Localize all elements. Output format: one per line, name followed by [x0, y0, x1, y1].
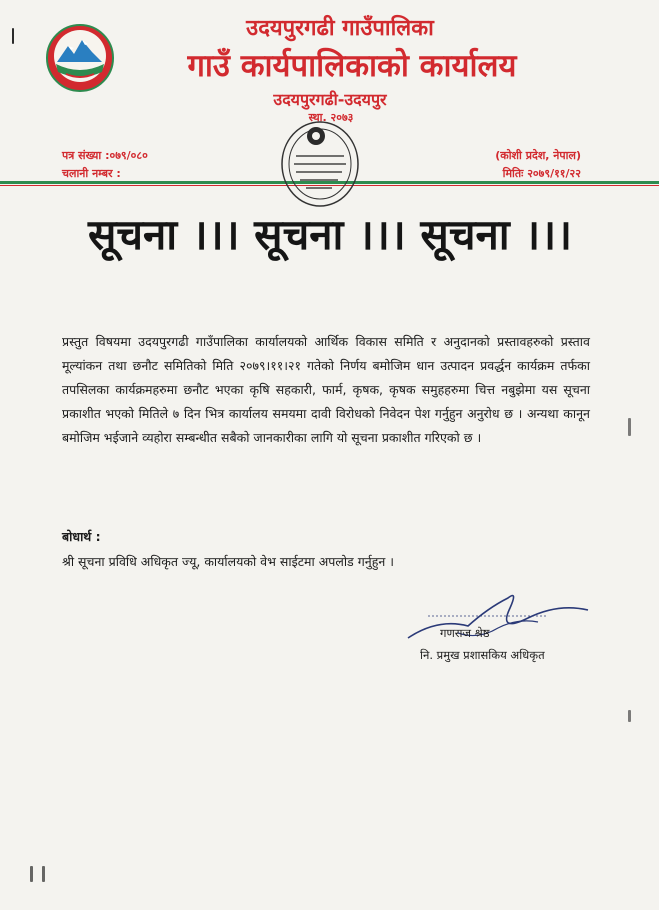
- signature: [398, 578, 598, 653]
- notice-body: प्रस्तुत विषयमा उदयपुरगढी गाउँपालिका कार्यालयको आर्थिक विकास समिति र अनुदानको प्रस्तावहरुको प्रस्ताव मूल्यांकन तथा छनौट समितिको मिति २०७९।११।२१ गतेको निर्णय बमोजिम धान उत्पादन प्रवर्द्धन कार्यक्रम तर्फका तपसिलका कार्यक्रमहरुमा छनौट भएका कृषि सहकारी, फार्म, कृषक, कृषक समुहहरुमा चित्त नबुझेमा यस सूचना प्रकाशीत भएको मितिले ७ दिन भित्र कार्यालय समयमा दावी विरोधको निवेदन पेश गर्नुहुन अनुरोध छ । अन्यथा कानून बमोजिम भईजाने व्यहोरा सम्बन्धीत सबैको जानकारीका लागि यो सूचना प्रकाशीत गरिएको छ ।: [62, 334, 590, 445]
- scan-artifact: [30, 866, 33, 882]
- signatory-name: गणराज श्रेष्ठ: [440, 626, 490, 640]
- office-location: उदयपुरगढी-उदयपुर: [273, 90, 387, 109]
- notice-title: सूचना ।।। सूचना ।।। सूचना ।।।: [87, 210, 573, 259]
- scan-artifact: [42, 866, 45, 882]
- office-seal-stamp: [278, 118, 362, 210]
- letter-date: मितिः २०७९/११/२२: [502, 167, 581, 180]
- nepal-emblem-icon: [44, 22, 116, 94]
- cc-label: बोधार्थ :: [62, 529, 101, 544]
- office-name: गाउँ कार्यपालिकाको कार्यालय: [187, 48, 517, 84]
- scan-artifact: [12, 28, 14, 44]
- cc-recipient: श्री सूचना प्रविधि अधिकृत ज्यू, कार्यालयको वेभ साईटमा अपलोड गर्नुहुन ।: [62, 554, 394, 569]
- dispatch-number: चलानी नम्बर :: [62, 167, 121, 180]
- province-label: (कोशी प्रदेश, नेपाल): [495, 149, 581, 162]
- established-year: स्था. २०७३: [308, 111, 354, 124]
- signatory-title: नि. प्रमुख प्रशासकिय अधिकृत: [420, 648, 545, 662]
- scan-artifact: [628, 418, 631, 436]
- scan-artifact: [628, 710, 631, 722]
- letter-number: पत्र संख्या :०७९/०८०: [62, 149, 148, 162]
- municipality-name: उदयपुरगढी गाउँपालिका: [246, 16, 434, 41]
